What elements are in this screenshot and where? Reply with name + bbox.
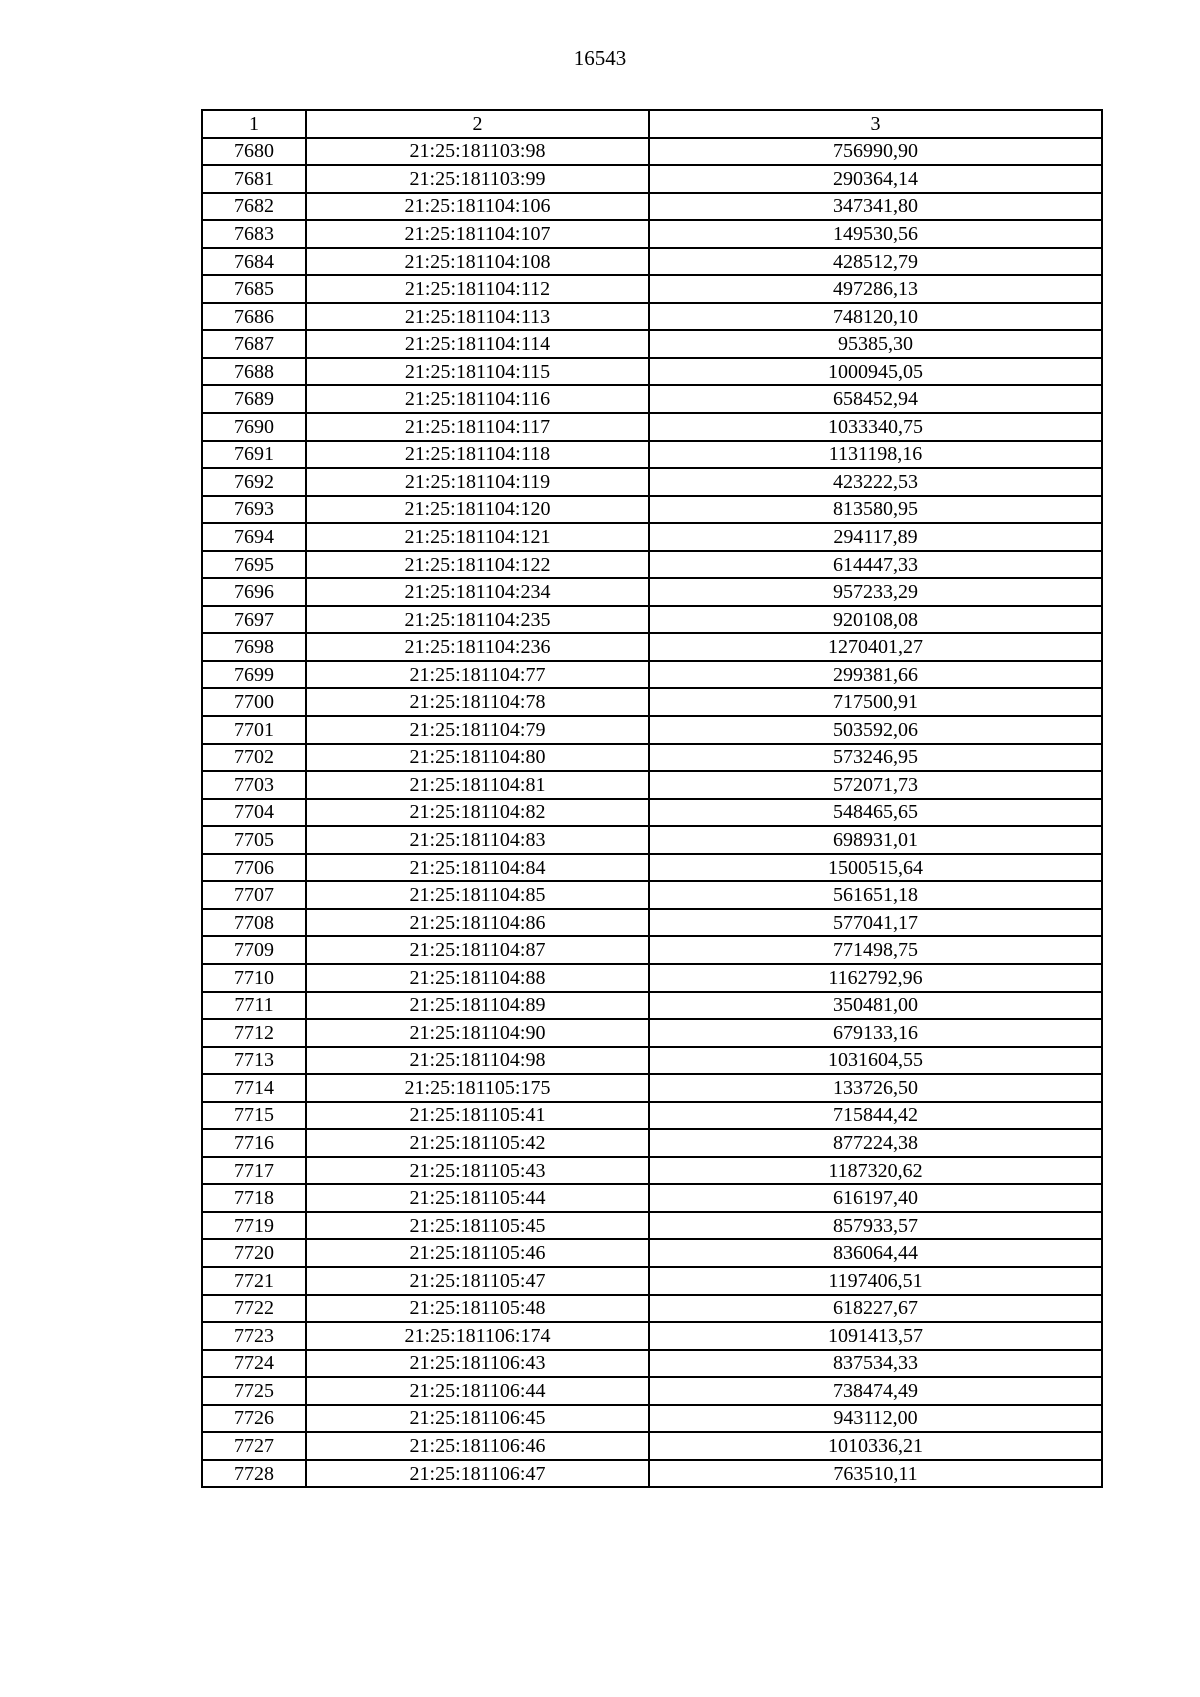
row-number-cell: 7694 (202, 523, 306, 551)
value-cell: 614447,33 (649, 551, 1102, 579)
cadastral-number-cell: 21:25:181106:44 (306, 1377, 649, 1405)
row-number-cell: 7704 (202, 799, 306, 827)
cadastral-number-cell: 21:25:181104:235 (306, 606, 649, 634)
table-row (202, 1102, 1102, 1130)
cadastral-number-cell: 21:25:181104:115 (306, 358, 649, 386)
cadastral-number-cell: 21:25:181104:87 (306, 936, 649, 964)
table-row (202, 909, 1102, 937)
row-number-cell: 7719 (202, 1212, 306, 1240)
cadastral-number-cell: 21:25:181105:41 (306, 1102, 649, 1130)
value-cell: 837534,33 (649, 1350, 1102, 1378)
table-row (202, 1074, 1102, 1102)
value-cell: 698931,01 (649, 826, 1102, 854)
cadastral-number-cell: 21:25:181105:46 (306, 1239, 649, 1267)
row-number-cell: 7696 (202, 578, 306, 606)
row-number-cell: 7712 (202, 1019, 306, 1047)
row-number-cell: 7725 (202, 1377, 306, 1405)
cadastral-number-cell: 21:25:181104:112 (306, 275, 649, 303)
cadastral-number-cell: 21:25:181104:80 (306, 744, 649, 772)
table-row (202, 1432, 1102, 1460)
value-cell: 715844,42 (649, 1102, 1102, 1130)
cadastral-number-cell: 21:25:181104:106 (306, 193, 649, 221)
table-row (202, 441, 1102, 469)
table-row (202, 138, 1102, 166)
table-row (202, 275, 1102, 303)
row-number-cell: 7697 (202, 606, 306, 634)
table-row (202, 1129, 1102, 1157)
table-header-row (202, 110, 1102, 138)
row-number-cell: 7681 (202, 165, 306, 193)
cadastral-number-cell: 21:25:181105:48 (306, 1295, 649, 1323)
table-row (202, 744, 1102, 772)
row-number-cell: 7691 (202, 441, 306, 469)
value-cell: 1010336,21 (649, 1432, 1102, 1460)
table-row (202, 496, 1102, 524)
cadastral-number-cell: 21:25:181105:175 (306, 1074, 649, 1102)
row-number-cell: 7713 (202, 1047, 306, 1075)
cadastral-number-cell: 21:25:181104:116 (306, 385, 649, 413)
cadastral-number-cell: 21:25:181104:88 (306, 964, 649, 992)
table-row (202, 248, 1102, 276)
value-cell: 290364,14 (649, 165, 1102, 193)
table-row (202, 1239, 1102, 1267)
row-number-cell: 7689 (202, 385, 306, 413)
row-number-cell: 7710 (202, 964, 306, 992)
table-row (202, 992, 1102, 1020)
value-cell: 1162792,96 (649, 964, 1102, 992)
cadastral-number-cell: 21:25:181104:89 (306, 992, 649, 1020)
value-cell: 299381,66 (649, 661, 1102, 689)
row-number-cell: 7716 (202, 1129, 306, 1157)
value-cell: 1091413,57 (649, 1322, 1102, 1350)
value-cell: 1033340,75 (649, 413, 1102, 441)
cadastral-number-cell: 21:25:181106:46 (306, 1432, 649, 1460)
cadastral-number-cell: 21:25:181104:84 (306, 854, 649, 882)
table-row (202, 1405, 1102, 1433)
cadastral-number-cell: 21:25:181104:90 (306, 1019, 649, 1047)
value-cell: 1031604,55 (649, 1047, 1102, 1075)
data-table (201, 109, 1103, 1488)
row-number-cell: 7722 (202, 1295, 306, 1323)
table-row (202, 413, 1102, 441)
cadastral-number-cell: 21:25:181104:120 (306, 496, 649, 524)
cadastral-number-cell: 21:25:181105:43 (306, 1157, 649, 1185)
table-row (202, 220, 1102, 248)
row-number-cell: 7702 (202, 744, 306, 772)
value-cell: 771498,75 (649, 936, 1102, 964)
table-row (202, 1157, 1102, 1185)
row-number-cell: 7728 (202, 1460, 306, 1488)
table-row (202, 1350, 1102, 1378)
row-number-cell: 7699 (202, 661, 306, 689)
value-cell: 497286,13 (649, 275, 1102, 303)
cadastral-number-cell: 21:25:181104:118 (306, 441, 649, 469)
value-cell: 350481,00 (649, 992, 1102, 1020)
cadastral-number-cell: 21:25:181106:43 (306, 1350, 649, 1378)
row-number-cell: 7721 (202, 1267, 306, 1295)
row-number-cell: 7718 (202, 1184, 306, 1212)
row-number-cell: 7717 (202, 1157, 306, 1185)
row-number-cell: 7690 (202, 413, 306, 441)
value-cell: 857933,57 (649, 1212, 1102, 1240)
cadastral-number-cell: 21:25:181104:79 (306, 716, 649, 744)
value-cell: 572071,73 (649, 771, 1102, 799)
value-cell: 95385,30 (649, 330, 1102, 358)
value-cell: 1500515,64 (649, 854, 1102, 882)
table-row (202, 165, 1102, 193)
table-row (202, 330, 1102, 358)
table-row (202, 606, 1102, 634)
value-cell: 957233,29 (649, 578, 1102, 606)
value-cell: 577041,17 (649, 909, 1102, 937)
value-cell: 1187320,62 (649, 1157, 1102, 1185)
row-number-cell: 7692 (202, 468, 306, 496)
column-header: 2 (306, 110, 649, 138)
table-row (202, 633, 1102, 661)
cadastral-number-cell: 21:25:181104:98 (306, 1047, 649, 1075)
row-number-cell: 7688 (202, 358, 306, 386)
cadastral-number-cell: 21:25:181104:86 (306, 909, 649, 937)
table-row (202, 578, 1102, 606)
value-cell: 877224,38 (649, 1129, 1102, 1157)
table-row (202, 385, 1102, 413)
value-cell: 548465,65 (649, 799, 1102, 827)
page-number: 16543 (573, 46, 627, 70)
cadastral-number-cell: 21:25:181104:78 (306, 688, 649, 716)
cadastral-number-cell: 21:25:181104:82 (306, 799, 649, 827)
cadastral-number-cell: 21:25:181104:119 (306, 468, 649, 496)
value-cell: 1131198,16 (649, 441, 1102, 469)
table-row (202, 716, 1102, 744)
value-cell: 836064,44 (649, 1239, 1102, 1267)
cadastral-number-cell: 21:25:181103:98 (306, 138, 649, 166)
cadastral-number-cell: 21:25:181104:117 (306, 413, 649, 441)
table-row (202, 468, 1102, 496)
table-row (202, 854, 1102, 882)
value-cell: 428512,79 (649, 248, 1102, 276)
table-row (202, 1184, 1102, 1212)
row-number-cell: 7686 (202, 303, 306, 331)
value-cell: 561651,18 (649, 881, 1102, 909)
value-cell: 503592,06 (649, 716, 1102, 744)
value-cell: 679133,16 (649, 1019, 1102, 1047)
cadastral-number-cell: 21:25:181104:81 (306, 771, 649, 799)
table-row (202, 661, 1102, 689)
row-number-cell: 7695 (202, 551, 306, 579)
table-row (202, 1460, 1102, 1488)
value-cell: 813580,95 (649, 496, 1102, 524)
value-cell: 1197406,51 (649, 1267, 1102, 1295)
cadastral-number-cell: 21:25:181104:236 (306, 633, 649, 661)
row-number-cell: 7723 (202, 1322, 306, 1350)
row-number-cell: 7705 (202, 826, 306, 854)
cadastral-number-cell: 21:25:181106:47 (306, 1460, 649, 1488)
cadastral-number-cell: 21:25:181104:85 (306, 881, 649, 909)
row-number-cell: 7703 (202, 771, 306, 799)
table-row (202, 193, 1102, 221)
cadastral-number-cell: 21:25:181104:114 (306, 330, 649, 358)
row-number-cell: 7680 (202, 138, 306, 166)
table-row (202, 358, 1102, 386)
row-number-cell: 7709 (202, 936, 306, 964)
row-number-cell: 7706 (202, 854, 306, 882)
cadastral-number-cell: 21:25:181104:121 (306, 523, 649, 551)
table-row (202, 771, 1102, 799)
cadastral-number-cell: 21:25:181106:45 (306, 1405, 649, 1433)
cadastral-number-cell: 21:25:181104:77 (306, 661, 649, 689)
cadastral-number-cell: 21:25:181104:83 (306, 826, 649, 854)
cadastral-number-cell: 21:25:181104:107 (306, 220, 649, 248)
value-cell: 717500,91 (649, 688, 1102, 716)
cadastral-number-cell: 21:25:181104:113 (306, 303, 649, 331)
value-cell: 294117,89 (649, 523, 1102, 551)
table-row (202, 936, 1102, 964)
table-row (202, 964, 1102, 992)
row-number-cell: 7714 (202, 1074, 306, 1102)
row-number-cell: 7715 (202, 1102, 306, 1130)
value-cell: 616197,40 (649, 1184, 1102, 1212)
cadastral-number-cell: 21:25:181104:108 (306, 248, 649, 276)
row-number-cell: 7720 (202, 1239, 306, 1267)
value-cell: 756990,90 (649, 138, 1102, 166)
value-cell: 943112,00 (649, 1405, 1102, 1433)
row-number-cell: 7708 (202, 909, 306, 937)
row-number-cell: 7724 (202, 1350, 306, 1378)
value-cell: 1270401,27 (649, 633, 1102, 661)
value-cell: 347341,80 (649, 193, 1102, 221)
row-number-cell: 7682 (202, 193, 306, 221)
table-row (202, 303, 1102, 331)
row-number-cell: 7701 (202, 716, 306, 744)
value-cell: 1000945,05 (649, 358, 1102, 386)
table-row (202, 881, 1102, 909)
table-row (202, 1212, 1102, 1240)
column-header: 3 (649, 110, 1102, 138)
table-row (202, 1295, 1102, 1323)
cadastral-number-cell: 21:25:181104:122 (306, 551, 649, 579)
row-number-cell: 7684 (202, 248, 306, 276)
value-cell: 738474,49 (649, 1377, 1102, 1405)
value-cell: 920108,08 (649, 606, 1102, 634)
table-row (202, 551, 1102, 579)
table-row (202, 799, 1102, 827)
value-cell: 763510,11 (649, 1460, 1102, 1488)
cadastral-number-cell: 21:25:181105:44 (306, 1184, 649, 1212)
value-cell: 573246,95 (649, 744, 1102, 772)
value-cell: 658452,94 (649, 385, 1102, 413)
value-cell: 618227,67 (649, 1295, 1102, 1323)
value-cell: 748120,10 (649, 303, 1102, 331)
row-number-cell: 7698 (202, 633, 306, 661)
row-number-cell: 7683 (202, 220, 306, 248)
value-cell: 149530,56 (649, 220, 1102, 248)
table-row (202, 1267, 1102, 1295)
cadastral-number-cell: 21:25:181104:234 (306, 578, 649, 606)
row-number-cell: 7685 (202, 275, 306, 303)
cadastral-number-cell: 21:25:181106:174 (306, 1322, 649, 1350)
table-row (202, 1322, 1102, 1350)
table-row (202, 1047, 1102, 1075)
cadastral-number-cell: 21:25:181105:45 (306, 1212, 649, 1240)
column-header: 1 (202, 110, 306, 138)
value-cell: 423222,53 (649, 468, 1102, 496)
table-row (202, 1019, 1102, 1047)
row-number-cell: 7726 (202, 1405, 306, 1433)
table-row (202, 826, 1102, 854)
row-number-cell: 7727 (202, 1432, 306, 1460)
cadastral-number-cell: 21:25:181105:47 (306, 1267, 649, 1295)
table-body (202, 138, 1102, 1488)
table-row (202, 1377, 1102, 1405)
table-row (202, 688, 1102, 716)
row-number-cell: 7693 (202, 496, 306, 524)
table-row (202, 523, 1102, 551)
row-number-cell: 7711 (202, 992, 306, 1020)
cadastral-number-cell: 21:25:181105:42 (306, 1129, 649, 1157)
row-number-cell: 7707 (202, 881, 306, 909)
row-number-cell: 7687 (202, 330, 306, 358)
row-number-cell: 7700 (202, 688, 306, 716)
value-cell: 133726,50 (649, 1074, 1102, 1102)
cadastral-number-cell: 21:25:181103:99 (306, 165, 649, 193)
